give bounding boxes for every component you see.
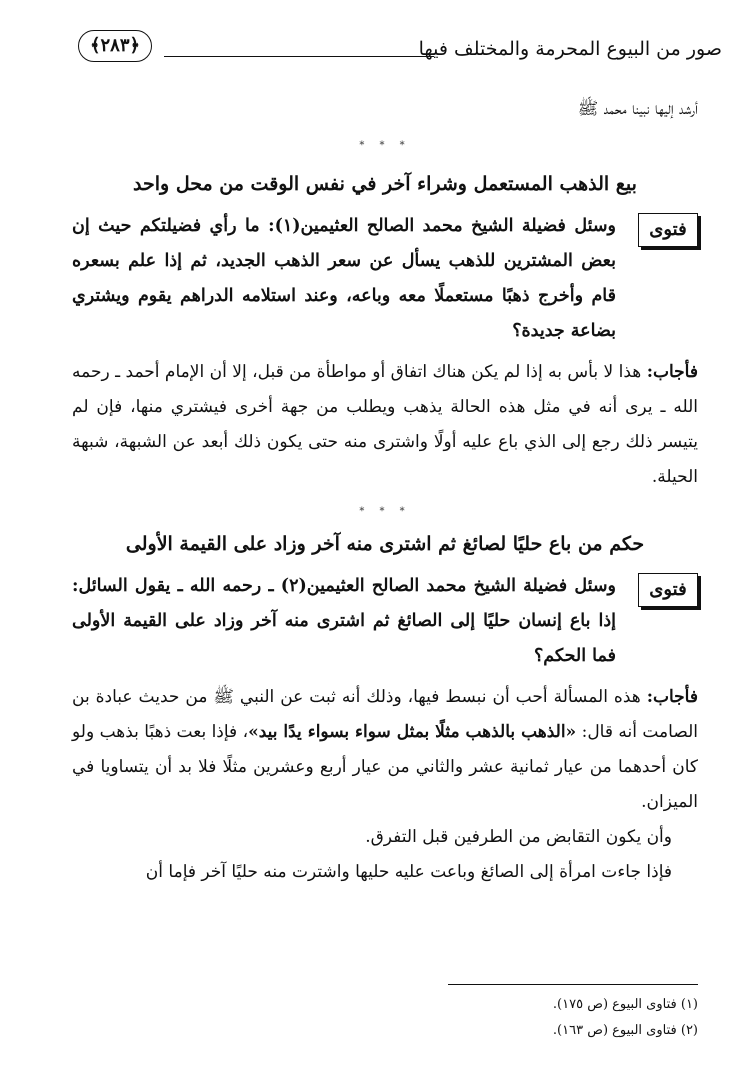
- section1-question: وسئل فضيلة الشيخ محمد الصالح العثيمين(١): ما رأي فضيلتكم حيث إن بعض المشترين للذهب يسأل عن سعر الذهب الجديد، ثم إذا علم بسعره قام وأخرج ذهبًا مستعملًا معه وباعه، وعند استلامه الدراهم يقوم ويشتري بضاعة جديدة؟: [72, 216, 616, 341]
- section2-question-block: [72, 569, 698, 674]
- answer-text-a: هذه المسألة أحب أن نبسط فيها، وذلك أنه ثبت عن النبي ﷺ من حديث عبادة بن الصامت أنه قال:: [72, 687, 698, 742]
- section2-question: وسئل فضيلة الشيخ محمد الصالح العثيمين(٢) ـ رحمه الله ـ يقول السائل: إذا باع إنسان حليًا إلى الصائغ ثم اشترى منه آخر وزاد على القيمة الأولى فما الحكم؟: [72, 576, 616, 666]
- page-number: ﴿٢٨٣﴾: [78, 30, 152, 62]
- fatwa-label: فتوى: [638, 213, 698, 247]
- section2-answer: [72, 680, 698, 820]
- section-separator: * * *: [359, 140, 411, 151]
- answer-lead: فأجاب:: [646, 687, 698, 707]
- answer-text-b: ، فإذا بعت ذهبًا بذهب ولو كان أحدهما من عيار ثمانية عشر والثاني من عيار أربع وعشرين مثلًا فلا بد أن يتساويا في الميزان.: [72, 722, 698, 812]
- answer-text: هذا لا بأس به إذا لم يكن هناك اتفاق أو مواطأة من قبل، إلا أن الإمام أحمد ـ رحمه الله ـ يرى أنه في مثل هذه الحالة يذهب ويطلب من جهة أخرى فيشتري منها، فإن لم يتيسر ذلك رجع إلى الذي باع عليه أولًا واشترى منه حتى يكون ذلك أبعد عن الشبهة، شبهة الحيلة.: [72, 362, 698, 487]
- footnote-rule: [448, 984, 698, 985]
- header-rule: [164, 56, 434, 57]
- page-content: [72, 92, 698, 890]
- section-separator: * * *: [359, 506, 411, 517]
- section1-question-block: [72, 209, 698, 349]
- section2-paragraph-2: وأن يكون التقابض من الطرفين قبل التفرق.: [365, 827, 672, 847]
- footnotes: [72, 992, 698, 1044]
- answer-lead: فأجاب:: [646, 362, 698, 382]
- header-title: صور من البيوع المحرمة والمختلف فيها: [418, 38, 722, 60]
- fatwa-label: فتوى: [638, 573, 698, 607]
- section2-heading: حكم من باع حليًا لصائغ ثم اشترى منه آخر وزاد على القيمة الأولى: [125, 533, 645, 555]
- intro-line: أرشد إليها نبينا محمد ﷺ: [577, 99, 698, 119]
- footnote-2: (٢) فتاوى البيوع (ص ١٦٣).: [552, 1023, 698, 1038]
- section1-answer: [72, 355, 698, 495]
- hadith-quote: «الذهب بالذهب مثلًا بمثل سواء بسواء يدًا بيد»: [248, 722, 577, 742]
- section1-heading: بيع الذهب المستعمل وشراء آخر في نفس الوقت من محل واحد: [133, 173, 637, 195]
- footnote-1: (١) فتاوى البيوع (ص ١٧٥).: [552, 997, 698, 1012]
- running-header: [82, 28, 722, 68]
- section2-paragraph-3: فإذا جاءت امرأة إلى الصائغ وباعت عليه حليها واشترت منه حليًا آخر فإما أن: [145, 862, 672, 882]
